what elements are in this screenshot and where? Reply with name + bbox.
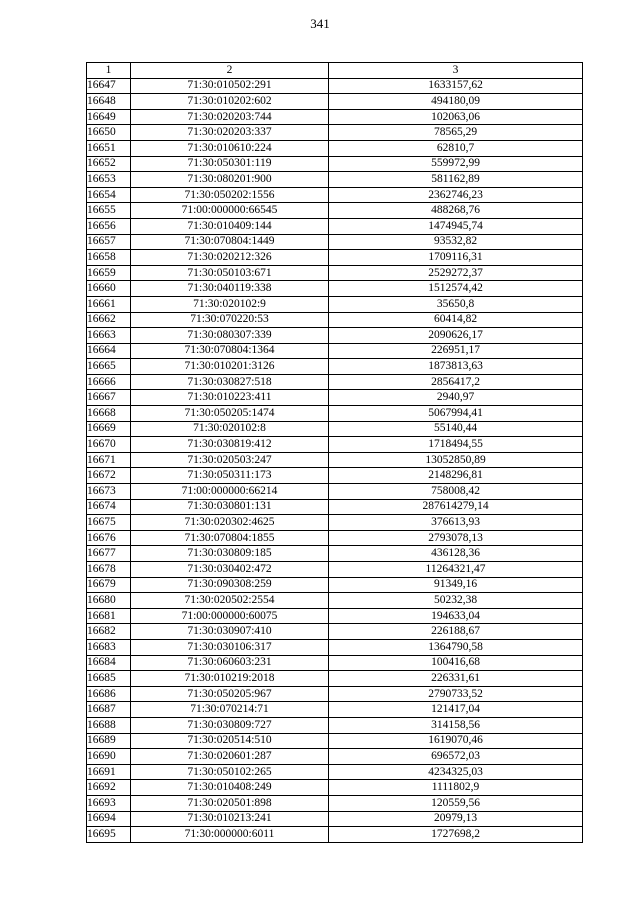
cadastral-value-cell: 1709116,31: [329, 250, 583, 266]
cadastral-number-cell: 71:30:010502:291: [131, 78, 329, 94]
row-number-cell: 16662: [87, 312, 131, 328]
table-row: [87, 655, 583, 671]
cadastral-value-cell: 1633157,62: [329, 78, 583, 94]
column-header-value: 3: [329, 63, 583, 79]
cadastral-value-cell: 2940,97: [329, 390, 583, 406]
cadastral-value-cell: 2529272,37: [329, 265, 583, 281]
row-number-cell: 16686: [87, 686, 131, 702]
cadastral-value-cell: 93532,82: [329, 234, 583, 250]
cadastral-number-cell: 71:30:020502:2554: [131, 593, 329, 609]
row-number-cell: 16647: [87, 78, 131, 94]
cadastral-value-cell: 226188,67: [329, 624, 583, 640]
cadastral-number-cell: 71:30:070214:71: [131, 702, 329, 718]
table-row: [87, 140, 583, 156]
table-row: [87, 172, 583, 188]
row-number-cell: 16679: [87, 577, 131, 593]
cadastral-value-cell: 55140,44: [329, 421, 583, 437]
cadastral-number-cell: 71:30:020203:337: [131, 125, 329, 141]
cadastral-number-cell: 71:30:030819:412: [131, 437, 329, 453]
row-number-cell: 16648: [87, 94, 131, 110]
row-number-cell: 16685: [87, 671, 131, 687]
row-number-cell: 16655: [87, 203, 131, 219]
row-number-cell: 16658: [87, 250, 131, 266]
cadastral-value-cell: 13052850,89: [329, 452, 583, 468]
row-number-cell: 16695: [87, 827, 131, 843]
cadastral-number-cell: 71:30:020102:9: [131, 296, 329, 312]
cadastral-number-cell: 71:30:010610:224: [131, 140, 329, 156]
table-row: [87, 593, 583, 609]
table-row: [87, 187, 583, 203]
row-number-cell: 16667: [87, 390, 131, 406]
row-number-cell: 16670: [87, 437, 131, 453]
cadastral-value-cell: 494180,09: [329, 94, 583, 110]
cadastral-number-cell: 71:30:050301:119: [131, 156, 329, 172]
cadastral-value-cell: 1111802,9: [329, 780, 583, 796]
table-row: [87, 328, 583, 344]
row-number-cell: 16680: [87, 593, 131, 609]
table-row: [87, 624, 583, 640]
row-number-cell: 16653: [87, 172, 131, 188]
cadastral-number-cell: 71:30:070804:1449: [131, 234, 329, 250]
cadastral-value-cell: 436128,36: [329, 546, 583, 562]
table-row: [87, 639, 583, 655]
cadastral-number-cell: 71:30:030106:317: [131, 639, 329, 655]
table-row: [87, 499, 583, 515]
row-number-cell: 16692: [87, 780, 131, 796]
row-number-cell: 16668: [87, 406, 131, 422]
cadastral-value-cell: 488268,76: [329, 203, 583, 219]
cadastral-value-cell: 91349,16: [329, 577, 583, 593]
cadastral-value-cell: 35650,8: [329, 296, 583, 312]
page-number: 341: [310, 16, 330, 31]
row-number-cell: 16689: [87, 733, 131, 749]
row-number-cell: 16659: [87, 265, 131, 281]
cadastral-number-cell: 71:00:000000:60075: [131, 608, 329, 624]
cadastral-number-cell: 71:30:030809:185: [131, 546, 329, 562]
row-number-cell: 16663: [87, 328, 131, 344]
cadastral-value-cell: 581162,89: [329, 172, 583, 188]
cadastral-value-cell: 2793078,13: [329, 530, 583, 546]
cadastral-value-cell: 120559,56: [329, 795, 583, 811]
table-row: [87, 265, 583, 281]
row-number-cell: 16691: [87, 764, 131, 780]
cadastral-number-cell: 71:00:000000:66214: [131, 484, 329, 500]
table-row: [87, 296, 583, 312]
cadastral-value-cell: 1364790,58: [329, 639, 583, 655]
cadastral-value-cell: 5067994,41: [329, 406, 583, 422]
row-number-cell: 16652: [87, 156, 131, 172]
cadastral-value-cell: 758008,42: [329, 484, 583, 500]
row-number-cell: 16654: [87, 187, 131, 203]
table-row: [87, 811, 583, 827]
row-number-cell: 16694: [87, 811, 131, 827]
cadastral-value-cell: 2148296,81: [329, 468, 583, 484]
table-row: [87, 312, 583, 328]
table-row: [87, 374, 583, 390]
table-row: [87, 764, 583, 780]
cadastral-value-table: [86, 62, 583, 843]
row-number-cell: 16650: [87, 125, 131, 141]
row-number-cell: 16661: [87, 296, 131, 312]
cadastral-number-cell: 71:30:030402:472: [131, 562, 329, 578]
row-number-cell: 16675: [87, 515, 131, 531]
table-row: [87, 468, 583, 484]
cadastral-value-cell: 11264321,47: [329, 562, 583, 578]
row-number-cell: 16649: [87, 109, 131, 125]
cadastral-value-cell: 50232,38: [329, 593, 583, 609]
table-row: [87, 109, 583, 125]
row-number-cell: 16681: [87, 608, 131, 624]
cadastral-value-cell: 376613,93: [329, 515, 583, 531]
cadastral-value-cell: 2090626,17: [329, 328, 583, 344]
row-number-cell: 16687: [87, 702, 131, 718]
cadastral-number-cell: 71:30:070220:53: [131, 312, 329, 328]
cadastral-value-cell: 121417,04: [329, 702, 583, 718]
table-row: [87, 343, 583, 359]
cadastral-number-cell: 71:30:060603:231: [131, 655, 329, 671]
table-row: [87, 94, 583, 110]
cadastral-number-cell: 71:30:000000:6011: [131, 827, 329, 843]
table-row: [87, 218, 583, 234]
table-row: [87, 686, 583, 702]
cadastral-value-cell: 62810,7: [329, 140, 583, 156]
table-row: [87, 530, 583, 546]
cadastral-number-cell: 71:30:020212:326: [131, 250, 329, 266]
cadastral-value-cell: 1619070,46: [329, 733, 583, 749]
row-number-cell: 16674: [87, 499, 131, 515]
column-header-number: 1: [87, 63, 131, 79]
cadastral-number-cell: 71:30:010213:241: [131, 811, 329, 827]
table-body: [87, 78, 583, 842]
row-number-cell: 16684: [87, 655, 131, 671]
cadastral-number-cell: 71:30:010201:3126: [131, 359, 329, 375]
cadastral-number-cell: 71:30:010223:411: [131, 390, 329, 406]
table-header-row: [87, 63, 583, 79]
row-number-cell: 16669: [87, 421, 131, 437]
row-number-cell: 16677: [87, 546, 131, 562]
cadastral-value-cell: 4234325,03: [329, 764, 583, 780]
cadastral-number-cell: 71:30:080201:900: [131, 172, 329, 188]
row-number-cell: 16673: [87, 484, 131, 500]
table-row: [87, 546, 583, 562]
table-row: [87, 795, 583, 811]
table-row: [87, 78, 583, 94]
table-row: [87, 234, 583, 250]
table-row: [87, 281, 583, 297]
cadastral-number-cell: 71:30:020514:510: [131, 733, 329, 749]
table-row: [87, 359, 583, 375]
cadastral-number-cell: 71:30:090308:259: [131, 577, 329, 593]
row-number-cell: 16665: [87, 359, 131, 375]
row-number-cell: 16678: [87, 562, 131, 578]
cadastral-value-cell: 20979,13: [329, 811, 583, 827]
cadastral-value-cell: 2362746,23: [329, 187, 583, 203]
cadastral-number-cell: 71:30:020302:4625: [131, 515, 329, 531]
cadastral-number-cell: 71:30:020601:287: [131, 749, 329, 765]
cadastral-number-cell: 71:30:050202:1556: [131, 187, 329, 203]
cadastral-value-cell: 559972,99: [329, 156, 583, 172]
table-row: [87, 608, 583, 624]
table-row: [87, 562, 583, 578]
cadastral-number-cell: 71:00:000000:66545: [131, 203, 329, 219]
cadastral-value-cell: 696572,03: [329, 749, 583, 765]
table-row: [87, 749, 583, 765]
table-row: [87, 733, 583, 749]
cadastral-number-cell: 71:30:020501:898: [131, 795, 329, 811]
table-row: [87, 671, 583, 687]
cadastral-number-cell: 71:30:010219:2018: [131, 671, 329, 687]
cadastral-number-cell: 71:30:030809:727: [131, 717, 329, 733]
table-row: [87, 780, 583, 796]
cadastral-number-cell: 71:30:050103:671: [131, 265, 329, 281]
table-row: [87, 702, 583, 718]
cadastral-value-cell: 194633,04: [329, 608, 583, 624]
cadastral-number-cell: 71:30:080307:339: [131, 328, 329, 344]
table-row: [87, 203, 583, 219]
row-number-cell: 16656: [87, 218, 131, 234]
table-row: [87, 390, 583, 406]
table-row: [87, 156, 583, 172]
cadastral-number-cell: 71:30:020102:8: [131, 421, 329, 437]
row-number-cell: 16664: [87, 343, 131, 359]
cadastral-number-cell: 71:30:030907:410: [131, 624, 329, 640]
cadastral-value-cell: 2790733,52: [329, 686, 583, 702]
row-number-cell: 16660: [87, 281, 131, 297]
row-number-cell: 16690: [87, 749, 131, 765]
row-number-cell: 16693: [87, 795, 131, 811]
cadastral-value-cell: 78565,29: [329, 125, 583, 141]
cadastral-number-cell: 71:30:070804:1855: [131, 530, 329, 546]
table-row: [87, 421, 583, 437]
cadastral-number-cell: 71:30:050102:265: [131, 764, 329, 780]
cadastral-value-cell: 314158,56: [329, 717, 583, 733]
cadastral-number-cell: 71:30:050205:967: [131, 686, 329, 702]
row-number-cell: 16671: [87, 452, 131, 468]
cadastral-number-cell: 71:30:020203:744: [131, 109, 329, 125]
cadastral-value-cell: 100416,68: [329, 655, 583, 671]
table-row: [87, 452, 583, 468]
row-number-cell: 16657: [87, 234, 131, 250]
table-row: [87, 717, 583, 733]
table-row: [87, 250, 583, 266]
cadastral-value-cell: 1727698,2: [329, 827, 583, 843]
row-number-cell: 16683: [87, 639, 131, 655]
cadastral-value-cell: 1512574,42: [329, 281, 583, 297]
table-row: [87, 125, 583, 141]
row-number-cell: 16672: [87, 468, 131, 484]
cadastral-value-cell: 226951,17: [329, 343, 583, 359]
row-number-cell: 16688: [87, 717, 131, 733]
cadastral-number-cell: 71:30:030801:131: [131, 499, 329, 515]
cadastral-value-cell: 1873813,63: [329, 359, 583, 375]
cadastral-number-cell: 71:30:010408:249: [131, 780, 329, 796]
cadastral-value-cell: 1718494,55: [329, 437, 583, 453]
table-row: [87, 515, 583, 531]
cadastral-value-cell: 102063,06: [329, 109, 583, 125]
cadastral-number-cell: 71:30:020503:247: [131, 452, 329, 468]
cadastral-value-cell: 2856417,2: [329, 374, 583, 390]
table-row: [87, 827, 583, 843]
row-number-cell: 16676: [87, 530, 131, 546]
table-row: [87, 406, 583, 422]
cadastral-number-cell: 71:30:070804:1364: [131, 343, 329, 359]
row-number-cell: 16666: [87, 374, 131, 390]
cadastral-number-cell: 71:30:040119:338: [131, 281, 329, 297]
cadastral-number-cell: 71:30:030827:518: [131, 374, 329, 390]
table-row: [87, 484, 583, 500]
cadastral-value-cell: 1474945,74: [329, 218, 583, 234]
cadastral-number-cell: 71:30:050311:173: [131, 468, 329, 484]
cadastral-value-cell: 226331,61: [329, 671, 583, 687]
row-number-cell: 16682: [87, 624, 131, 640]
column-header-cadastral-number: 2: [131, 63, 329, 79]
row-number-cell: 16651: [87, 140, 131, 156]
table-row: [87, 577, 583, 593]
cadastral-value-cell: 60414,82: [329, 312, 583, 328]
cadastral-number-cell: 71:30:010202:602: [131, 94, 329, 110]
cadastral-value-cell: 287614279,14: [329, 499, 583, 515]
cadastral-number-cell: 71:30:010409:144: [131, 218, 329, 234]
table-row: [87, 437, 583, 453]
cadastral-number-cell: 71:30:050205:1474: [131, 406, 329, 422]
